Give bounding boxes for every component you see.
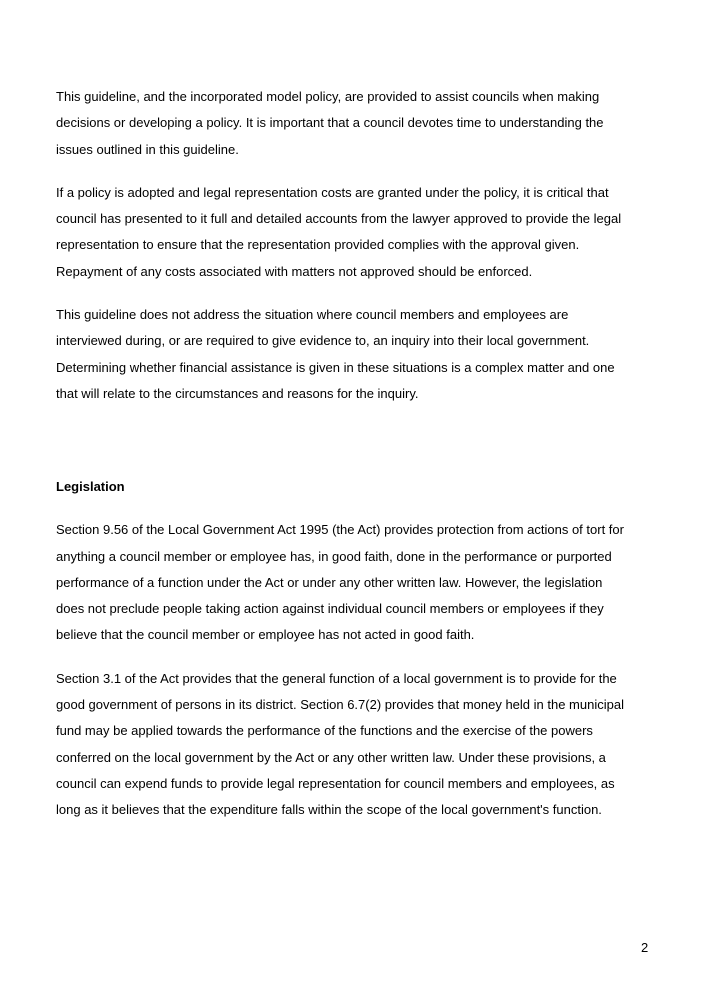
text-line: Determining whether financial assistance is given in these situations is a complex matter and one	[56, 359, 615, 375]
text-line: issues outlined in this guideline.	[56, 141, 239, 157]
text-line: representation to ensure that the representation provided complies with the approval given.	[56, 237, 580, 253]
paragraph-guideline-purpose	[56, 84, 652, 163]
section-heading-legislation: Legislation	[56, 479, 125, 495]
text-line: anything a council member or employee has, in good faith, done in the performance or purported	[56, 548, 612, 564]
text-line: Section 9.56 of the Local Government Act 1995 (the Act) provides protection from actions of tort for	[56, 522, 624, 538]
page-number: 2	[641, 940, 649, 955]
text-line: This guideline does not address the situation where council members and employees are	[56, 307, 569, 323]
paragraph-inquiry-scope	[56, 302, 652, 407]
text-line: conferred on the local government by the Act or any other written law. Under these provisions, a	[56, 749, 606, 765]
paragraph-section-3-1	[56, 666, 652, 824]
text-line: council has presented to it full and detailed accounts from the lawyer approved to provide the legal	[56, 211, 622, 227]
text-line: good government of persons in its district. Section 6.7(2) provides that money held in the municipal	[56, 697, 624, 713]
paragraph-section-9-56	[56, 517, 652, 648]
text-line: long as it believes that the expenditure falls within the scope of the local government's function.	[56, 802, 602, 818]
text-line: interviewed during, or are required to give evidence to, an inquiry into their local government.	[56, 333, 590, 349]
text-line: council can expend funds to provide legal representation for council members and employees, as	[56, 775, 615, 791]
text-line: that will relate to the circumstances and reasons for the inquiry.	[56, 385, 419, 401]
text-line: If a policy is adopted and legal representation costs are granted under the policy, it is critical that	[56, 184, 609, 200]
paragraph-policy-costs	[56, 180, 652, 285]
text-line: does not preclude people taking action against individual council members or employees if they	[56, 601, 604, 617]
text-line: believe that the council member or employee has not acted in good faith.	[56, 627, 475, 643]
text-line: fund may be applied towards the performance of the functions and the exercise of the powers	[56, 723, 593, 739]
text-line: Repayment of any costs associated with matters not approved should be enforced.	[56, 263, 533, 279]
text-line: Section 3.1 of the Act provides that the general function of a local government is to provide for the	[56, 670, 617, 686]
text-line: decisions or developing a policy. It is important that a council devotes time to understanding the	[56, 115, 604, 131]
text-line: This guideline, and the incorporated model policy, are provided to assist councils when making	[56, 89, 600, 104]
document-page	[56, 84, 652, 841]
text-line: performance of a function under the Act or under any other written law. However, the legislation	[56, 574, 603, 590]
